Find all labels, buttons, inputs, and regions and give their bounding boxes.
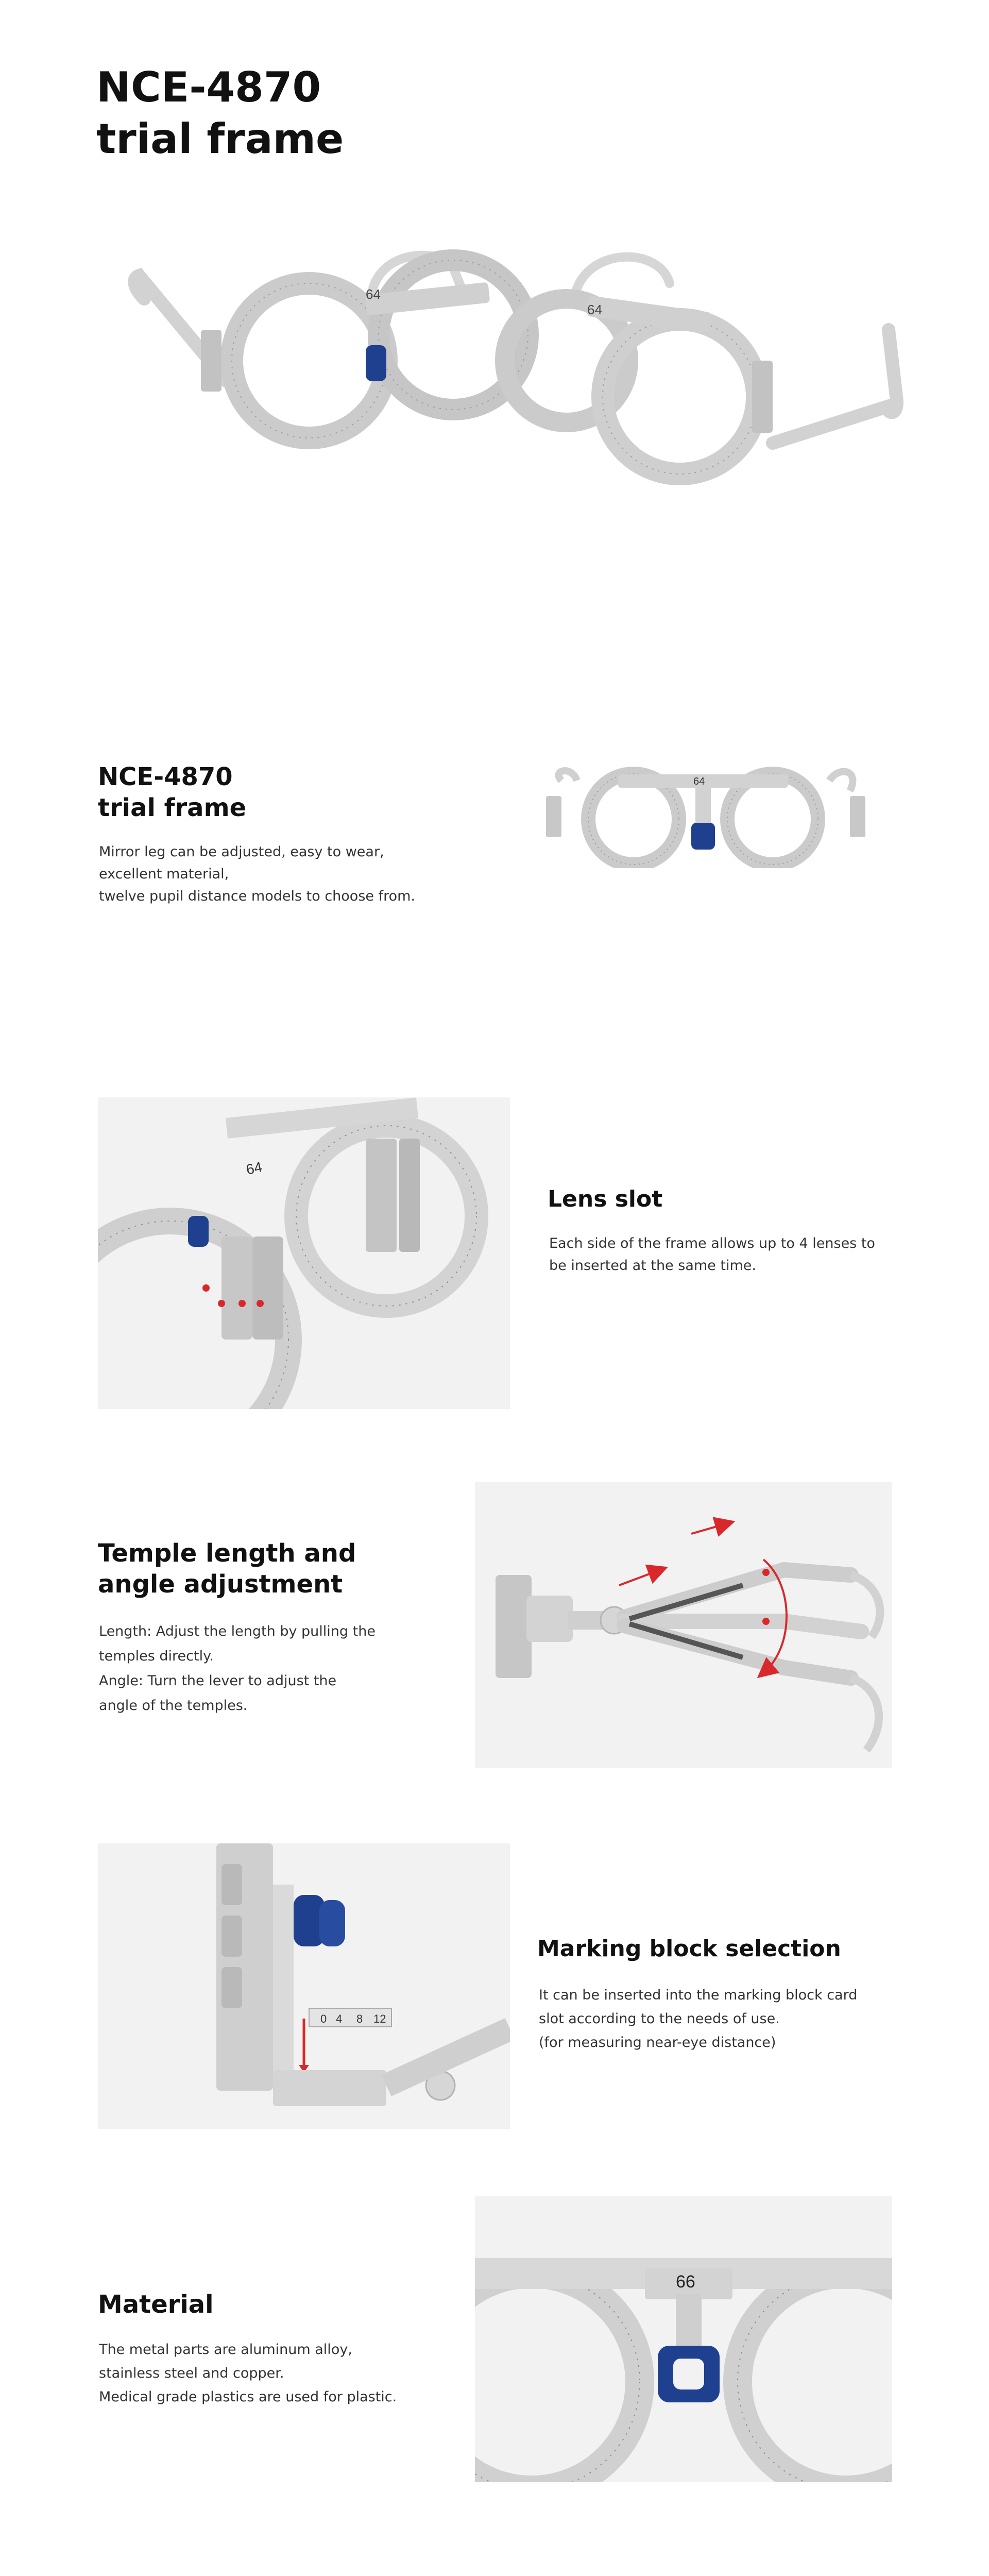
marking-description xyxy=(539,1984,857,2055)
marking-scale-12: 12 xyxy=(373,2012,386,2025)
temple-text-line1: Length: Adjust the length by pulling the xyxy=(99,1623,376,1639)
temple-text-line4: angle of the temples. xyxy=(99,1698,248,1714)
hero-product-image xyxy=(124,227,907,515)
hero-title-line2: trial frame xyxy=(96,115,344,163)
hero-title-line1: NCE-4870 xyxy=(96,63,321,111)
marking-scale-4: 4 xyxy=(336,2012,343,2025)
intro-front-view-image xyxy=(541,760,876,868)
intro-bridge-mark: 64 xyxy=(693,776,705,787)
hero-title xyxy=(96,62,344,165)
temple-description xyxy=(99,1619,376,1718)
material-title: Material xyxy=(98,2290,214,2319)
material-bridge-mark: 66 xyxy=(676,2272,695,2292)
marking-block-image xyxy=(98,1843,510,2129)
lens-slot-text-line1: Each side of the frame allows up to 4 lenses to xyxy=(549,1235,875,1251)
material-text-line3: Medical grade plastics are used for plastic. xyxy=(99,2389,397,2405)
marking-text-line2: slot according to the needs of use. xyxy=(539,2011,780,2027)
marking-title: Marking block selection xyxy=(537,1936,841,1962)
lens-slot-bridge-mark: 64 xyxy=(244,1159,264,1178)
hero-lens-mark-right: 64 xyxy=(587,302,602,317)
temple-title-line2: angle adjustment xyxy=(98,1570,343,1599)
marking-scale-0: 0 xyxy=(320,2012,327,2025)
intro-description xyxy=(99,841,415,907)
lens-slot-image xyxy=(98,1097,510,1409)
material-text-line1: The metal parts are aluminum alloy, xyxy=(99,2342,352,2358)
intro-title xyxy=(98,761,246,823)
intro-text-line1: Mirror leg can be adjusted, easy to wear, xyxy=(99,844,384,860)
intro-title-line2: trial frame xyxy=(98,793,247,822)
temple-adjustment-image xyxy=(475,1482,892,1768)
material-description xyxy=(99,2338,397,2409)
temple-title xyxy=(98,1538,356,1600)
lens-slot-title: Lens slot xyxy=(548,1186,663,1212)
material-text-line2: stainless steel and copper. xyxy=(99,2365,284,2381)
marking-text-line3: (for measuring near-eye distance) xyxy=(539,2035,776,2050)
material-closeup-image xyxy=(475,2196,892,2482)
temple-title-line1: Temple length and xyxy=(98,1539,356,1568)
temple-text-line3: Angle: Turn the lever to adjust the xyxy=(99,1673,337,1689)
marking-text-line1: It can be inserted into the marking block card xyxy=(539,1987,858,2003)
lens-slot-description xyxy=(549,1232,875,1277)
intro-title-line1: NCE-4870 xyxy=(98,762,233,791)
hero-lens-mark-left: 64 xyxy=(366,286,381,302)
marking-scale-8: 8 xyxy=(356,2012,363,2025)
intro-text-line2: excellent material, xyxy=(99,866,229,882)
intro-text-line3: twelve pupil distance models to choose from. xyxy=(99,888,415,904)
lens-slot-text-line2: be inserted at the same time. xyxy=(549,1258,756,1274)
temple-text-line2: temples directly. xyxy=(99,1648,214,1664)
